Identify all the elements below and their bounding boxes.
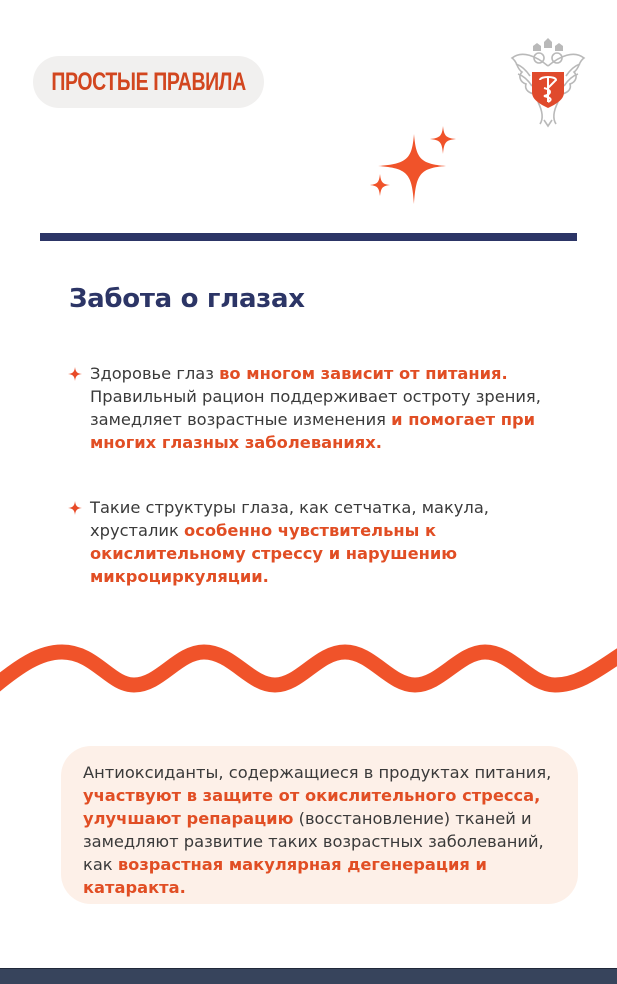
four-point-star-bullet-icon: [68, 367, 82, 381]
ministry-of-health-emblem-icon: [508, 36, 588, 128]
header-divider: [40, 233, 577, 241]
bullet-text: Здоровье глаз во многом зависит от питания. Правильный рацион поддерживает остроту зрения, замедляет возрастные изменения и помогает при многих глазных заболеваниях.: [90, 364, 541, 452]
section-badge: [33, 56, 264, 108]
bullet-item-nutrition: [68, 362, 568, 454]
bullet-text: Такие структуры глаза, как сетчатка, макула, хрусталик особенно чувствительны к окислительному стрессу и нарушению микроциркуляции.: [90, 498, 489, 586]
four-point-star-bullet-icon: [68, 501, 82, 515]
badge-label: ПРОСТЫЕ ПРАВИЛА: [51, 67, 246, 96]
footer-bar: [0, 968, 617, 984]
wave-line-icon: [0, 630, 617, 700]
page-title: Забота о глазах: [69, 284, 305, 314]
antioxidants-note-card: Антиоксиданты, содержащиеся в продуктах питания, участвуют в защите от окислительного стресса, улучшают репарацию (восстановление) тканей и замедляют развитие таких возрастных заболеваний, как возрастная макулярная дегенерация и катаракта.: [61, 746, 578, 904]
sparkles-icon: [366, 124, 466, 210]
bullet-item-eye-structures: [68, 496, 568, 588]
